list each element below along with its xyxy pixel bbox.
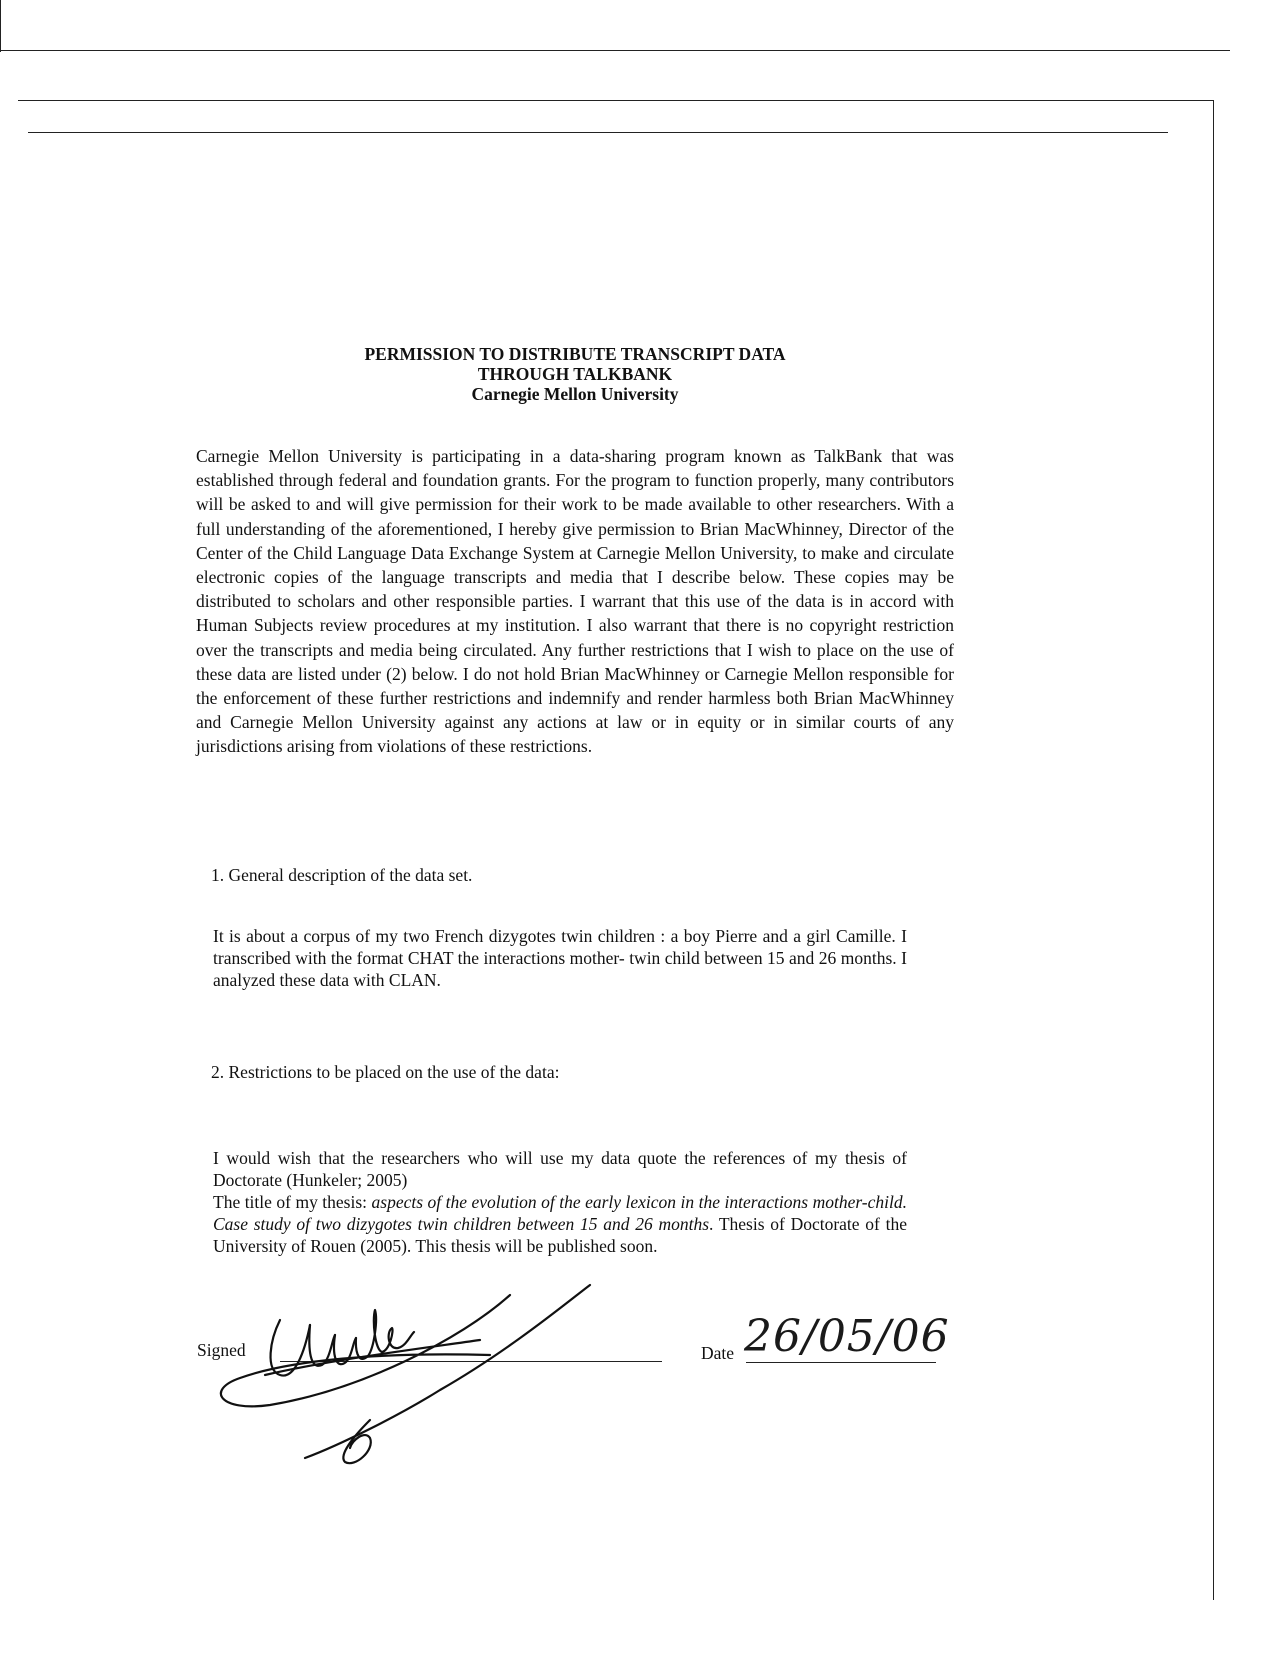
section-2-body — [213, 1147, 907, 1257]
handwritten-date: 26/05/06 — [744, 1311, 950, 1362]
thesis-suffix: . Thesis of Doctorate of the University of Rouen (2005). This thesis will be published soon. — [213, 1214, 907, 1256]
title-line-1: PERMISSION TO DISTRIBUTE TRANSCRIPT DATA — [364, 344, 786, 364]
handwritten-signature — [210, 1280, 650, 1470]
thesis-reference — [213, 1191, 907, 1257]
scan-border-left — [0, 0, 1, 52]
scan-border-top — [0, 50, 1230, 51]
title-line-3: Carnegie Mellon University — [471, 384, 679, 404]
scan-border-second — [18, 100, 1213, 101]
permission-paragraph: Carnegie Mellon University is participating in a data-sharing program known as TalkBank that was established through federal and foundation grants. For the program to function properly, many contributors will be asked to and will give permission for their work to be made available to other researchers. With a full understanding of the aforementioned, I hereby give permission to Brian MacWhinney, Director of the Center of the Child Language Data Exchange System at Carnegie Mellon University, to make and circulate electronic copies of the language transcripts and media that I describe below. These copies may be distributed to scholars and other responsible parties. I warrant that this use of the data is in accord with Human Subjects review procedures at my institution. I also warrant that there is no copyright restriction over the transcripts and media being circulated. Any further restrictions that I wish to place on the use of these data are listed under (2) below. I do not hold Brian MacWhinney or Carnegie Mellon responsible for the enforcement of these further restrictions and indemnify and render harmless both Brian MacWhinney and Carnegie Mellon University against any actions at law or in equity or in similar courts of any jurisdictions arising from violations of these restrictions. — [196, 446, 954, 757]
restriction-text: I would wish that the researchers who will use my data quote the references of my thesis of Doctorate (Hunkeler; 2005) — [213, 1148, 907, 1190]
scan-border-third — [28, 132, 1168, 133]
section-1-body: It is about a corpus of my two French dizygotes twin children : a boy Pierre and a girl Camille. I transcribed with the format CHAT the interactions mother- twin child between 15 and 26 months. I analyzed these data with CLAN. — [213, 926, 907, 990]
date-line — [746, 1362, 936, 1363]
thesis-title: aspects of the evolution of the early lexicon in the interactions mother-child. Case study of two dizygotes twin children between 15 and 26 months — [213, 1192, 908, 1234]
section-1-heading: 1. General description of the data set. — [211, 865, 473, 885]
scan-border-right — [1213, 100, 1214, 1600]
document-title — [200, 344, 950, 404]
signed-label: Signed — [197, 1340, 246, 1360]
date-label: Date — [701, 1343, 735, 1363]
title-line-2: THROUGH TALKBANK — [477, 364, 673, 384]
thesis-prefix: The title of my thesis: — [213, 1192, 372, 1212]
section-2-heading: 2. Restrictions to be placed on the use of the data: — [211, 1062, 560, 1082]
